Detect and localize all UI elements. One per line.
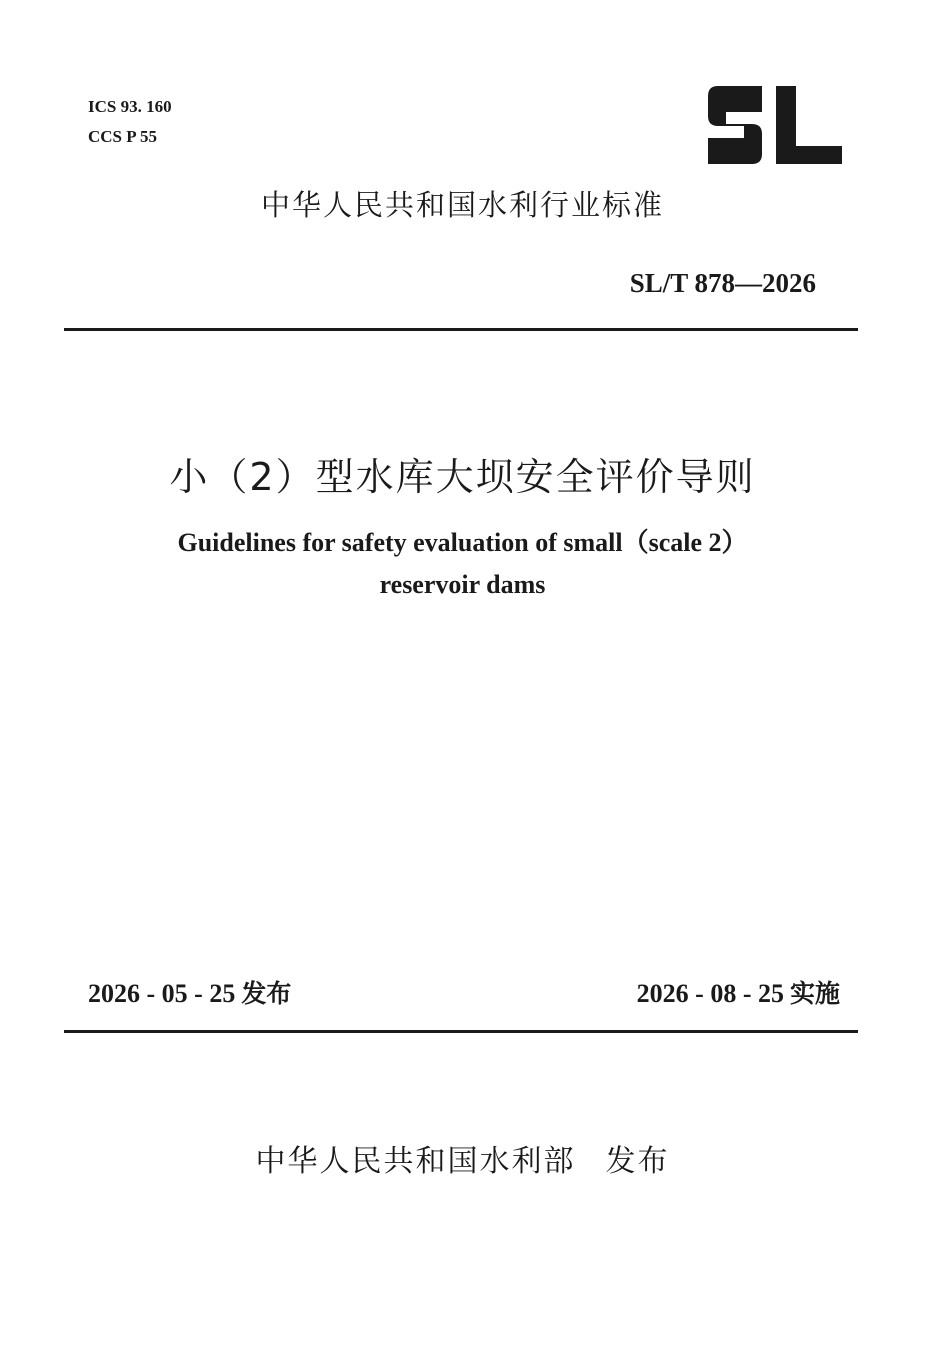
authority-line: 中华人民共和国水利行业标准 <box>260 188 664 222</box>
publisher <box>0 1136 925 1180</box>
sl-logo <box>704 80 846 170</box>
top-rule <box>64 328 858 331</box>
title-english <box>0 522 925 606</box>
publisher-action: 发布 <box>605 1144 670 1179</box>
ccs-code: CCS P 55 <box>88 127 157 146</box>
standard-number: SL/T 878—2026 <box>629 268 816 298</box>
effective-label: 实施 <box>789 979 840 1008</box>
issue-label: 发布 <box>241 979 292 1008</box>
ics-code: ICS 93. 160 <box>88 97 172 116</box>
classification-codes <box>88 92 172 152</box>
title-chinese: 小（2）型水库大坝安全评价导则 <box>169 455 756 499</box>
title-english-line-2: reservoir dams <box>379 570 546 599</box>
bottom-rule <box>64 1030 858 1033</box>
issue-date: 2026 - 05 - 25 <box>88 979 236 1008</box>
issue-date-block <box>88 974 291 1010</box>
publisher-name: 中华人民共和国水利部 <box>255 1144 576 1179</box>
effective-date: 2026 - 08 - 25 <box>636 979 784 1008</box>
effective-date-block <box>637 974 840 1010</box>
title-english-line-1: Guidelines for safety evaluation of small（scale 2） <box>177 528 748 557</box>
